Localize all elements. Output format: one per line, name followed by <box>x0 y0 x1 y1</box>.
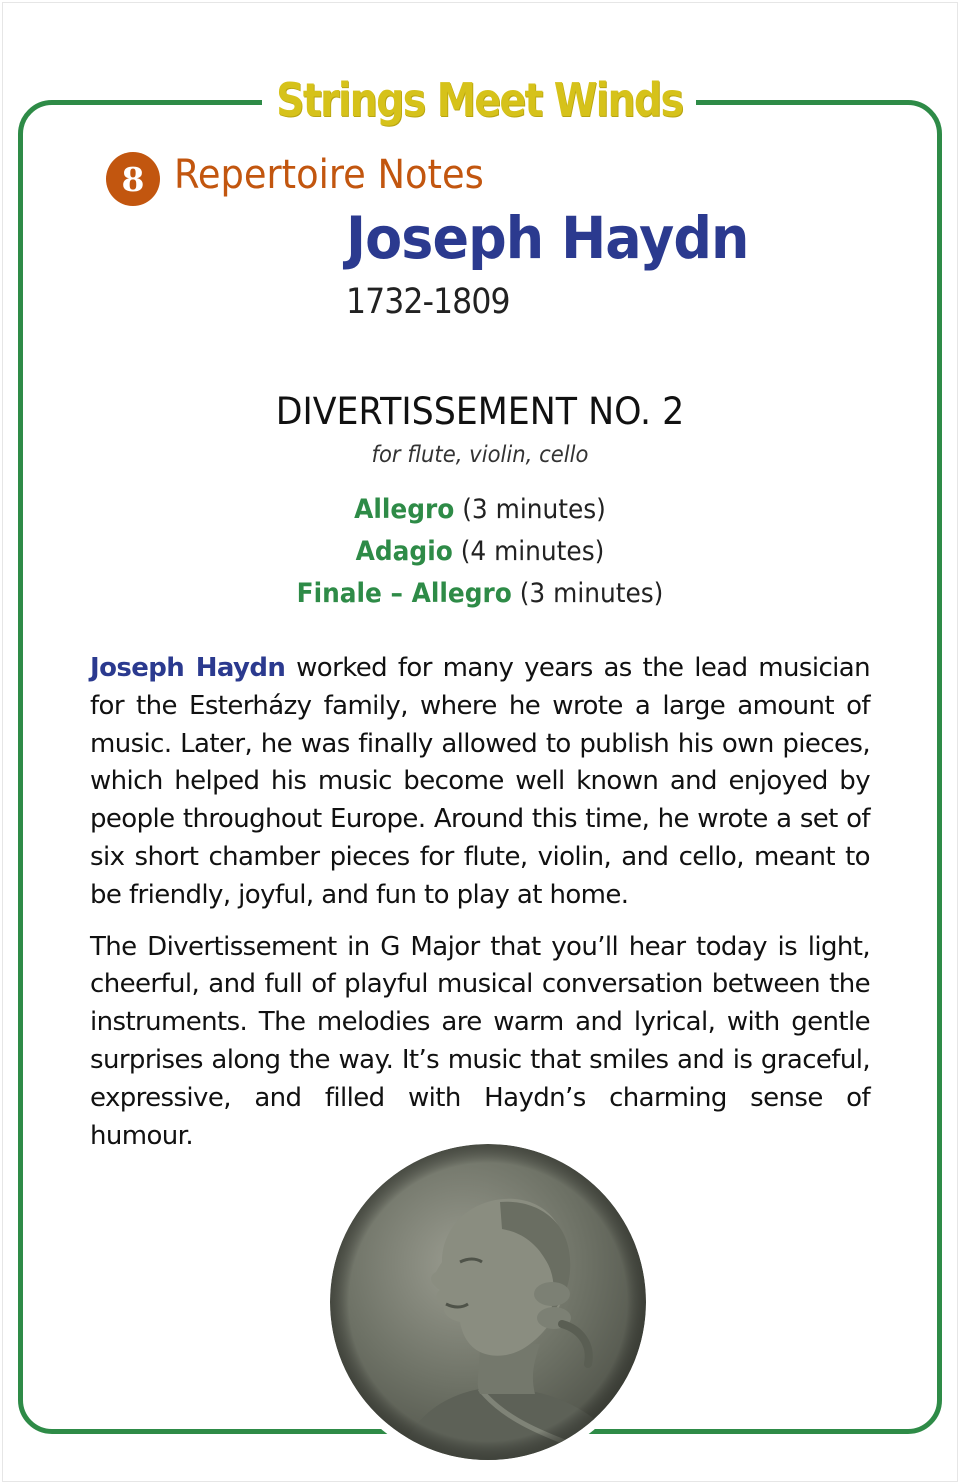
series-banner <box>262 74 696 126</box>
movement-list <box>0 492 960 618</box>
haydn-medallion-icon <box>330 1144 646 1460</box>
work-title: DIVERTISSEMENT NO. 2 <box>275 390 685 433</box>
section-label: Repertoire Notes <box>174 152 484 198</box>
program-notes <box>90 650 870 1169</box>
movement-item <box>38 492 921 534</box>
movement-duration: (3 minutes) <box>519 578 664 609</box>
movement-name: Allegro <box>354 494 455 525</box>
composer-name: Joseph Haydn <box>346 204 749 272</box>
movement-name: Finale – Allegro <box>296 578 512 609</box>
movement-duration: (3 minutes) <box>462 494 606 525</box>
movement-name: Adagio <box>355 536 453 567</box>
notes-paragraph-2: The Divertissement in G Major that you’ll hear today is light, cheerful, and full of playful musical conversation between the instruments. The melodies are warm and lyrical, with gentle surprises along the way. It’s music that smiles and is graceful, expressive, and filled with Haydn’s charming sense of humour. <box>90 931 870 1151</box>
series-title: Strings Meet Winds <box>275 73 683 127</box>
movement-item <box>38 534 921 576</box>
section-number: 8 <box>121 159 145 199</box>
medal-frame <box>322 1136 654 1468</box>
section-number-badge <box>106 152 160 206</box>
movement-duration: (4 minutes) <box>460 536 605 567</box>
composer-years: 1732-1809 <box>346 282 510 322</box>
movement-item <box>38 576 921 618</box>
notes-composer-highlight: Joseph Haydn <box>90 653 286 683</box>
notes-paragraph-1-text: worked for many years as the lead musician for the Esterházy family, where he wrote a large amount of music. Later, he was finally allowed to publish his own pieces, which helped his music become well known and enjoyed by people throughout Europe. Around this time, he wrote a set of six short chamber pieces for flute, violin, and cello, meant to be friendly, joyful, and fun to play at home. <box>90 653 870 910</box>
instrumentation: for flute, violin, cello <box>371 442 589 468</box>
notes-paragraph-1 <box>90 650 870 915</box>
